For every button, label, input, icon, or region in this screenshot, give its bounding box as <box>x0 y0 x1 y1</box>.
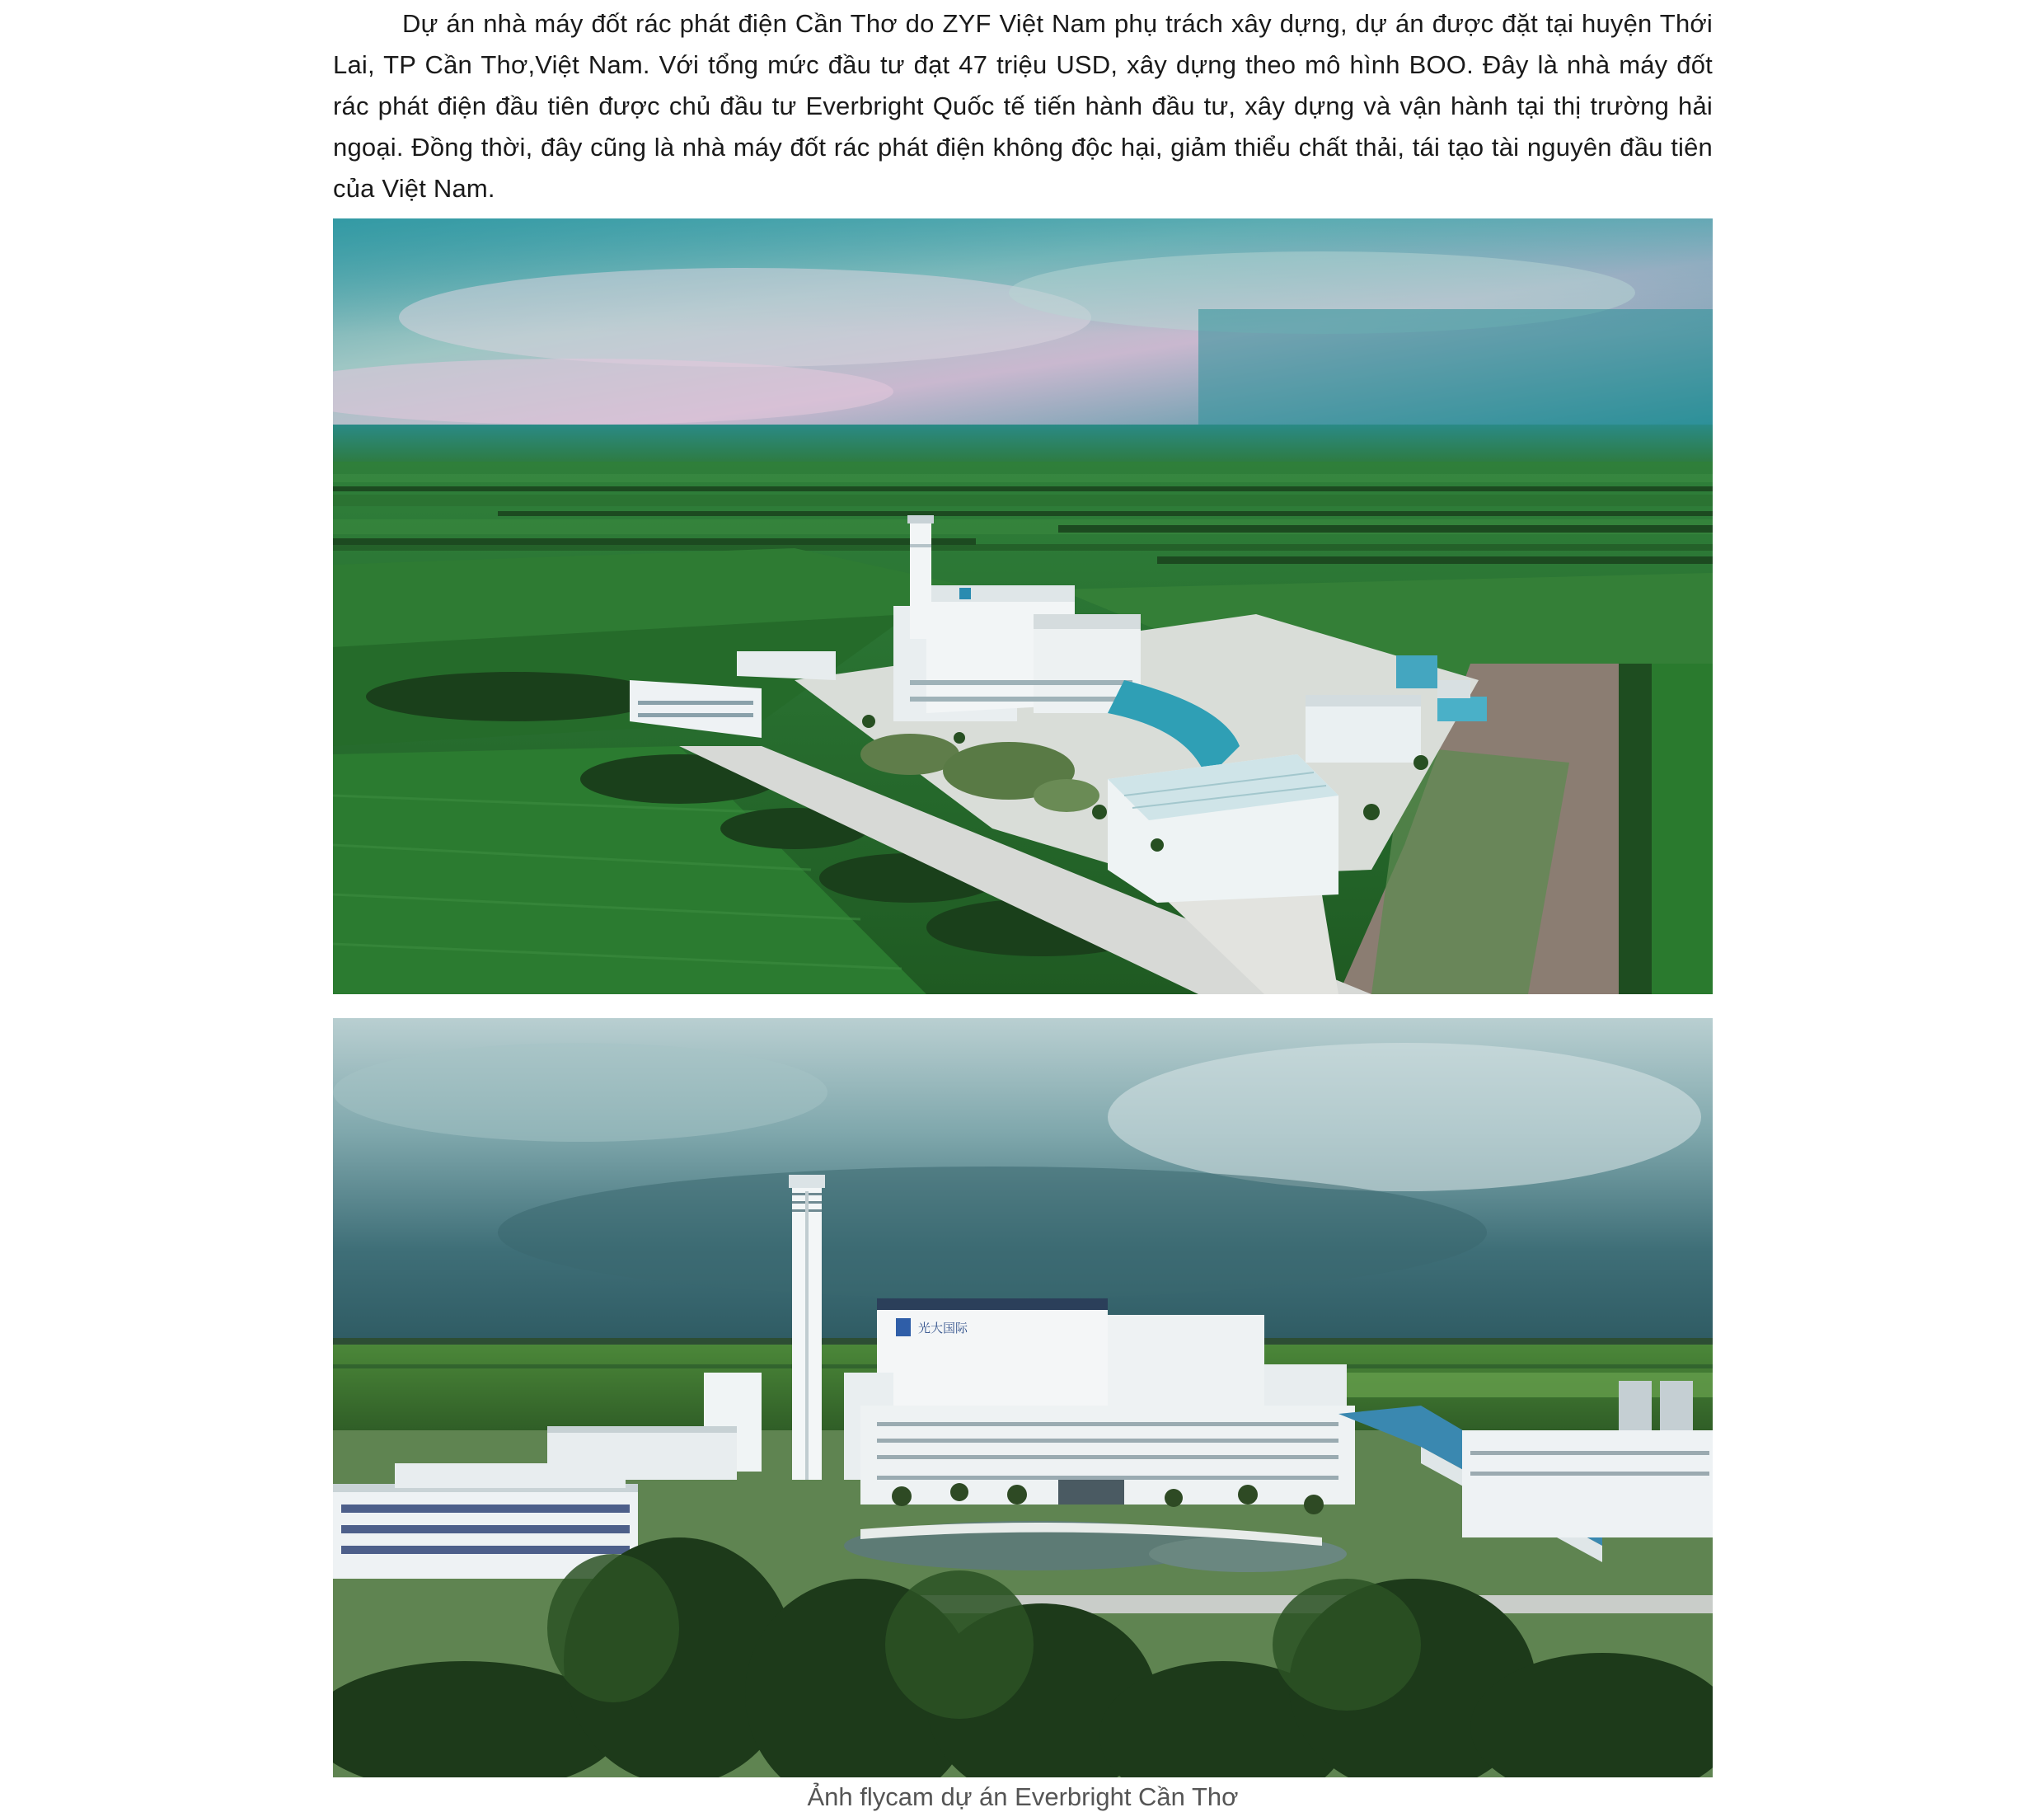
intro-paragraph: Dự án nhà máy đốt rác phát điện Cần Thơ do ZYF Việt Nam phụ trách xây dựng, dự án được đặt tại huyện Thới Lai, TP Cần Thơ,Việt Nam. Với tổng mức đầu tư đạt 47 triệu USD, xây dựng theo mô hình BOO. Đây là nhà máy đốt rác phát điện đầu tiên được chủ đầu tư Everbright Quốc tế tiến hành đầu tư, xây dựng và vận hành tại thị trường hải ngoại. Đồng thời, đây cũng là nhà máy đốt rác phát điện không độc hại, giảm thiểu chất thải, tái tạo tài nguyên đầu tiên của Việt Nam. <box>333 9 1713 203</box>
aerial-photo <box>333 218 1713 994</box>
photo-caption: Ảnh flycam dự án Everbright Cần Thơ <box>807 1782 1239 1811</box>
front-view-photo <box>333 1018 1713 1777</box>
company-sign: 光大国际 <box>918 1321 968 1336</box>
